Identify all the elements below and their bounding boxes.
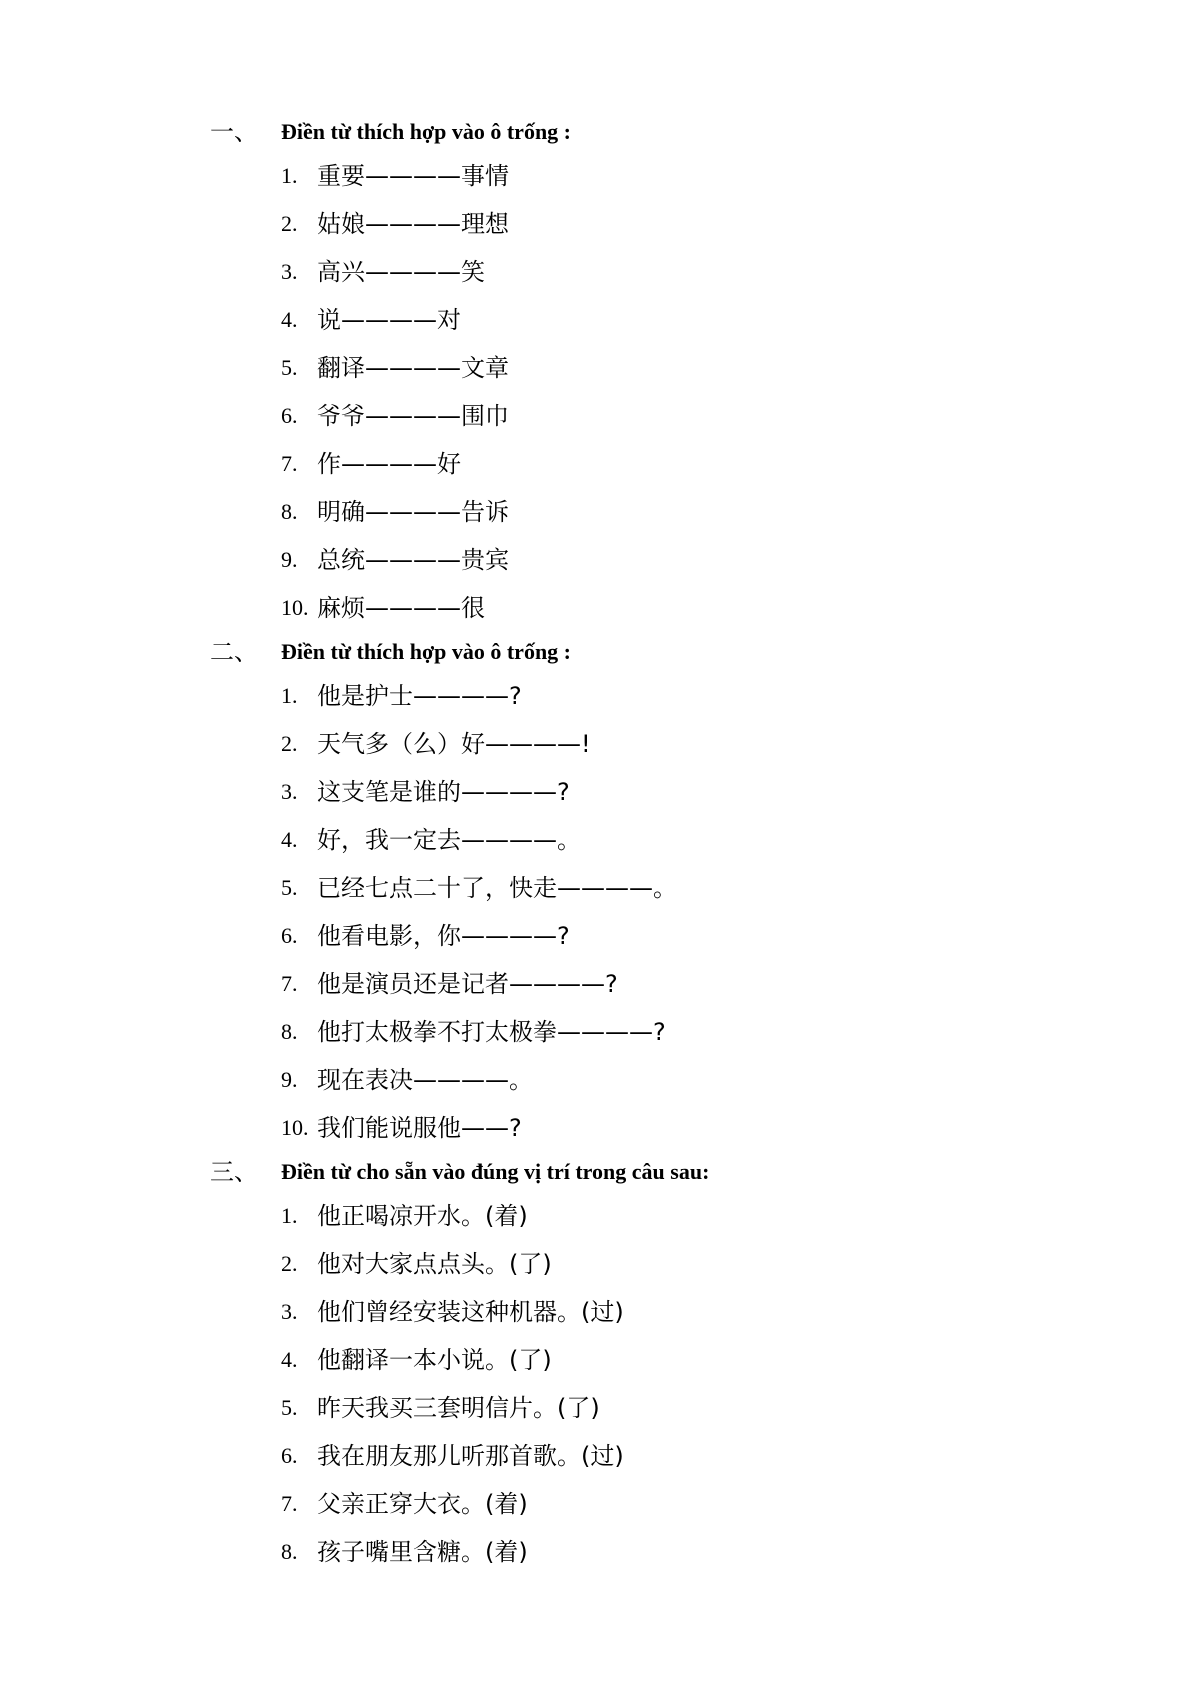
list-item	[0, 488, 1200, 536]
list-item	[0, 536, 1200, 584]
list-item	[0, 248, 1200, 296]
item-number: 5.	[281, 875, 298, 900]
item-text: 姑娘————理想	[317, 210, 509, 238]
item-number: 9.	[281, 1067, 298, 1092]
item-number: 1.	[281, 683, 298, 708]
item-number: 10.	[281, 595, 309, 620]
item-text: 天气多（么）好————!	[317, 730, 591, 758]
item-text: 这支笔是谁的————?	[317, 778, 570, 806]
list-item	[0, 768, 1200, 816]
item-text: 我在朋友那儿听那首歌。(过)	[317, 1442, 624, 1470]
section-heading	[0, 632, 1200, 672]
item-text: 他正喝凉开水。(着)	[317, 1202, 528, 1230]
item-text: 他对大家点点头。(了)	[317, 1250, 552, 1278]
item-number: 6.	[281, 403, 298, 428]
item-text: 昨天我买三套明信片。(了)	[317, 1394, 600, 1422]
list-item	[0, 912, 1200, 960]
item-number: 5.	[281, 1395, 298, 1420]
item-number: 8.	[281, 1019, 298, 1044]
item-number: 4.	[281, 307, 298, 332]
item-number: 7.	[281, 451, 298, 476]
list-item	[0, 1432, 1200, 1480]
list-item	[0, 1008, 1200, 1056]
item-number: 3.	[281, 1299, 298, 1324]
item-number: 8.	[281, 1539, 298, 1564]
list-item	[0, 392, 1200, 440]
list-item	[0, 296, 1200, 344]
item-text: 明确————告诉	[317, 498, 509, 526]
item-number: 2.	[281, 211, 298, 236]
list-item	[0, 1056, 1200, 1104]
list-item	[0, 344, 1200, 392]
list-item	[0, 1528, 1200, 1576]
section-number: 二、	[210, 638, 258, 666]
item-number: 2.	[281, 731, 298, 756]
list-item	[0, 1384, 1200, 1432]
item-number: 4.	[281, 1347, 298, 1372]
item-number: 7.	[281, 1491, 298, 1516]
list-item	[0, 864, 1200, 912]
list-item	[0, 1480, 1200, 1528]
item-number: 3.	[281, 779, 298, 804]
item-number: 2.	[281, 1251, 298, 1276]
item-text: 已经七点二十了，快走————。	[317, 874, 677, 902]
item-text: 总统————贵宾	[317, 546, 509, 574]
item-text: 他们曾经安装这种机器。(过)	[317, 1298, 624, 1326]
item-text: 父亲正穿大衣。(着)	[317, 1490, 528, 1518]
item-text: 他是演员还是记者————?	[317, 970, 618, 998]
item-number: 9.	[281, 547, 298, 572]
item-text: 爷爷————围巾	[317, 402, 509, 430]
item-number: 1.	[281, 163, 298, 188]
exercise-list	[0, 1192, 1200, 1576]
list-item	[0, 152, 1200, 200]
list-item	[0, 440, 1200, 488]
item-number: 4.	[281, 827, 298, 852]
item-text: 作————好	[317, 450, 461, 478]
item-text: 高兴————笑	[317, 258, 485, 286]
section-heading	[0, 112, 1200, 152]
list-item	[0, 960, 1200, 1008]
item-text: 说————对	[317, 306, 461, 334]
item-text: 麻烦————很	[317, 594, 485, 622]
exercise-list	[0, 152, 1200, 632]
list-item	[0, 1288, 1200, 1336]
item-text: 他翻译一本小说。(了)	[317, 1346, 552, 1374]
section-heading	[0, 1152, 1200, 1192]
item-text: 现在表决————。	[317, 1066, 533, 1094]
section-number: 三、	[210, 1158, 258, 1186]
item-number: 1.	[281, 1203, 298, 1228]
list-item	[0, 816, 1200, 864]
list-item	[0, 1192, 1200, 1240]
item-number: 5.	[281, 355, 298, 380]
list-item	[0, 584, 1200, 632]
list-item	[0, 200, 1200, 248]
list-item	[0, 672, 1200, 720]
section-title: Điền từ cho sẵn vào đúng vị trí trong câu sau:	[281, 1159, 710, 1184]
item-text: 孩子嘴里含糖。(着)	[317, 1538, 528, 1566]
item-number: 8.	[281, 499, 298, 524]
list-item	[0, 1104, 1200, 1152]
item-text: 他打太极拳不打太极拳————?	[317, 1018, 666, 1046]
item-text: 他是护士————?	[317, 682, 522, 710]
list-item	[0, 1240, 1200, 1288]
exercise-list	[0, 672, 1200, 1152]
section-title: Điền từ thích hợp vào ô trống :	[281, 639, 572, 664]
item-text: 他看电影，你————?	[317, 922, 570, 950]
item-number: 3.	[281, 259, 298, 284]
item-number: 6.	[281, 1443, 298, 1468]
list-item	[0, 720, 1200, 768]
item-text: 好，我一定去————。	[317, 826, 581, 854]
item-text: 我们能说服他——?	[317, 1114, 522, 1142]
item-number: 10.	[281, 1115, 309, 1140]
section-title: Điền từ thích hợp vào ô trống :	[281, 119, 572, 144]
item-number: 6.	[281, 923, 298, 948]
section-number: 一、	[210, 118, 258, 146]
item-text: 重要————事情	[317, 162, 509, 190]
item-number: 7.	[281, 971, 298, 996]
item-text: 翻译————文章	[317, 354, 509, 382]
list-item	[0, 1336, 1200, 1384]
